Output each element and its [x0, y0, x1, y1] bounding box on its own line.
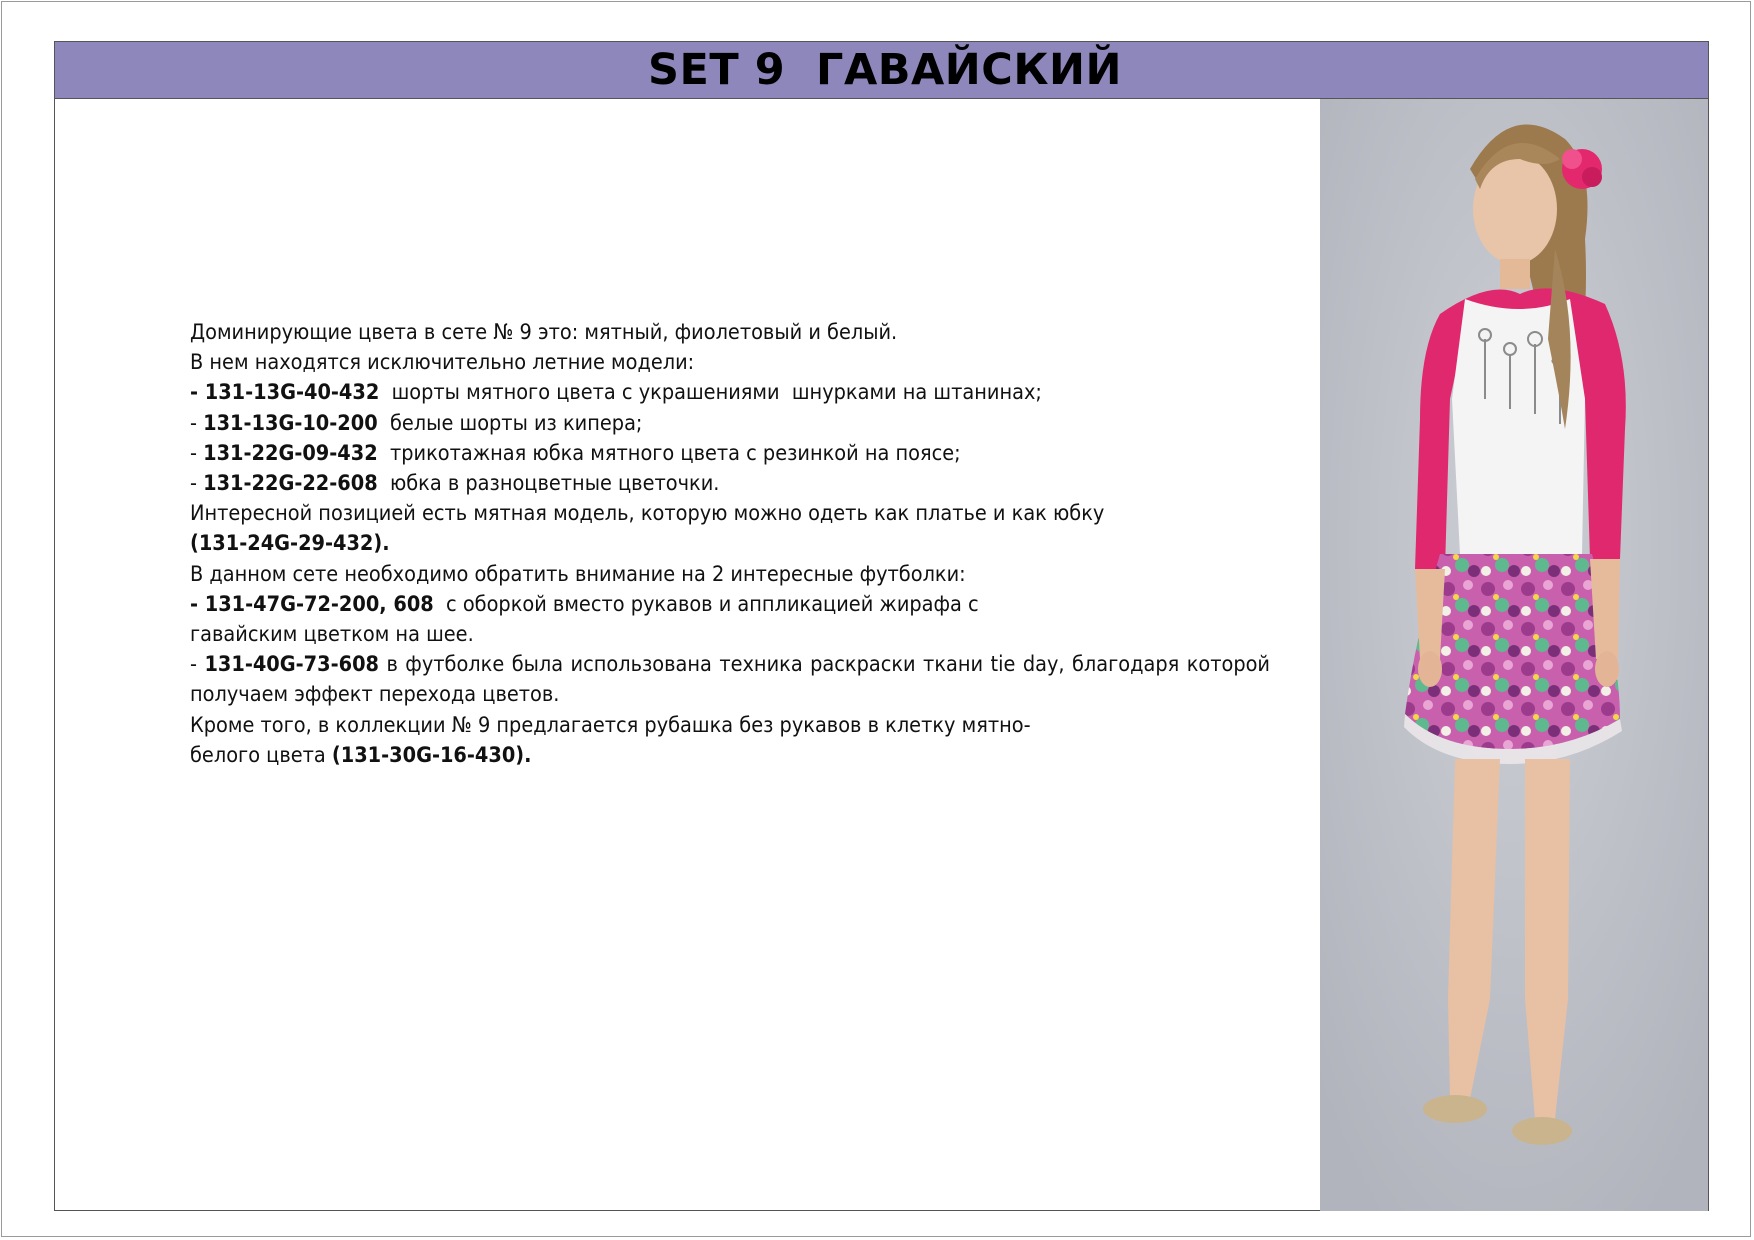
text-line: [190, 409, 1270, 439]
article-code: 131-22G-09-432: [203, 440, 378, 466]
text-line: [190, 499, 1270, 529]
page-title: SET 9 ГАВАЙСКИЙ: [648, 45, 1122, 95]
text-line: [190, 318, 1270, 348]
right-shoe: [1512, 1117, 1572, 1145]
text-segment: Доминирующие цвета в сете № 9 это: мятный, фиолетовый и белый.: [190, 320, 898, 345]
article-code: (131-24G-29-432).: [190, 531, 390, 557]
text-segment: Кроме того, в коллекции № 9 предлагается рубашка без рукавов в клетку мятно-: [190, 712, 1031, 738]
article-code: (131-30G-16-430).: [331, 742, 532, 768]
text-segment: -: [190, 471, 204, 497]
text-segment: юбка в разноцветные цветочки.: [377, 471, 720, 497]
text-segment: шорты мятного цвета с украшениями шнурками на штанинах;: [379, 380, 1042, 406]
text-segment: белые шорты из кипера;: [377, 410, 643, 436]
text-segment: Интересной позицией есть мятная модель, которую можно одеть как платье и как юбку: [190, 501, 1105, 527]
text-line: [190, 590, 1270, 620]
text-segment: В нем находятся исключительно летние модели:: [190, 350, 695, 376]
article-code: - 131-13G-40-432: [190, 380, 380, 406]
slide-frame: [54, 41, 1709, 1211]
left-shoe: [1423, 1095, 1487, 1123]
text-segment: -: [190, 440, 204, 466]
text-line: [190, 439, 1270, 469]
text-segment: В данном сете необходимо обратить внимание на 2 интересные футболки:: [190, 561, 966, 587]
model-photo: [1320, 99, 1708, 1211]
article-code: 131-40G-73-608: [204, 652, 379, 678]
hair-flower-icon: [1562, 149, 1602, 189]
text-line: [190, 348, 1270, 378]
model-illustration: [1320, 99, 1708, 1211]
text-segment: -: [190, 652, 205, 678]
text-line: [190, 620, 1270, 650]
article-code: 131-13G-10-200: [203, 410, 378, 436]
text-paragraph: [190, 650, 1270, 710]
description-text: [190, 318, 1270, 771]
text-line: [190, 560, 1270, 590]
article-code: - 131-47G-72-200, 608: [190, 591, 434, 617]
text-segment: -: [190, 410, 204, 436]
text-segment: с оборкой вместо рукавов и аппликацией жирафа с: [433, 591, 979, 617]
header-bar: [55, 42, 1708, 99]
article-code: 131-22G-22-608: [203, 471, 378, 497]
text-line: [190, 529, 1270, 559]
text-line: [190, 469, 1270, 499]
text-line: [190, 741, 1270, 771]
text-segment: гавайским цветком на шее.: [190, 622, 474, 648]
text-segment: белого цвета: [190, 742, 332, 768]
text-segment: в футболке была использована техника раскраски ткани tie day, благодаря которой получаем эффект перехода цветов.: [190, 652, 1270, 708]
text-line: [190, 378, 1270, 408]
text-segment: трикотажная юбка мятного цвета с резинкой на поясе;: [377, 440, 961, 466]
text-line: [190, 711, 1270, 741]
